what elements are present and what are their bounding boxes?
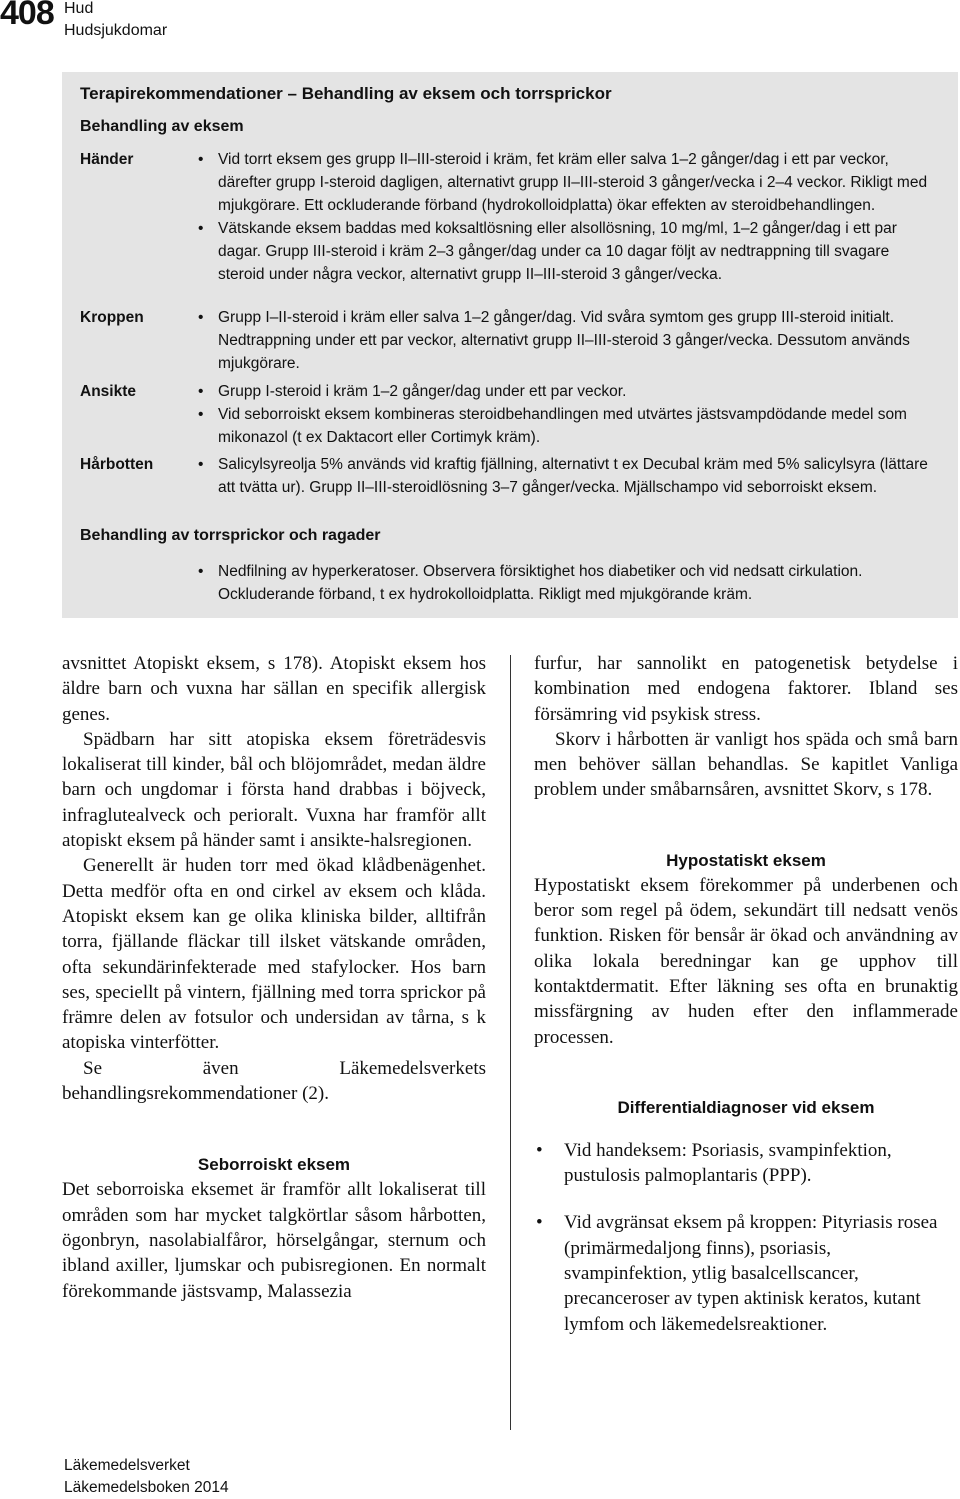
running-header	[64, 0, 167, 42]
therapy-recommendation-box	[62, 72, 958, 618]
paragraph: Skorv i hårbotten är vanligt hos späda och små barn men behöver sällan behandlas. Se kapitlet Vanliga problem under småbarnsåren, avsnittet Skorv, s 178.	[534, 728, 958, 801]
left-column	[62, 651, 486, 1304]
list-item: • Salicylsyreolja 5% används vid kraftig fjällning, alternativt t ex Decubal kräm med 5% salicylsyra (lättare att tvätta ur). Grupp II–III-steroidlösning 3–7 gånger/vecka. Mjällschampo vid seborroiskt eksem.	[196, 453, 936, 499]
footer-book: Läkemedelsboken 2014	[64, 1479, 229, 1496]
chapter-title: Hud	[64, 0, 94, 17]
paragraph: Spädbarn har sitt atopiska eksem företrädesvis lokaliserat till kinder, bål och blöjområdet, medan äldre barn och ungdomar i första hand drabbas i böjveck, infraglutealveck och perioralt. Vuxna har framför allt atopiskt eksem på händer samt i ansikte-halsregionen.	[62, 728, 486, 852]
list-item: • Vid handeksem: Psoriasis, svampinfektion, pustulosis palmoplantaris (PPP).	[534, 1138, 958, 1189]
row-label-face: Ansikte	[80, 383, 136, 400]
column-divider	[510, 655, 511, 1430]
right-column	[534, 651, 958, 1337]
heading-differential: Differentialdiagnoser vid eksem	[617, 1097, 875, 1117]
section-heading-eczema: Behandling av eksem	[80, 118, 244, 135]
list-item: • Grupp I-steroid i kräm 1–2 gånger/dag under ett par veckor.	[196, 380, 936, 403]
list-item: • Nedfilning av hyperkeratoser. Observera försiktighet hos diabetiker och vid nedsatt cirkulation. Ockluderande förband, t ex hydrokolloidplatta. Rikligt med mjukgörande kräm.	[196, 560, 936, 606]
list-item: • Grupp I–II-steroid i kräm eller salva 1–2 gånger/dag. Vid svåra symtom ges grupp III-steroid initialt. Nedtrappning under ett par veckor, alternativt grupp II–III-steroid 3 gånger/vecka. Dessutom används mjukgörare.	[196, 306, 936, 375]
paragraph: Se även Läkemedelsverkets behandlingsrekommendationer (2).	[62, 1057, 486, 1105]
hands-list	[196, 148, 936, 286]
fissures-list	[196, 560, 936, 606]
differential-list	[534, 1138, 958, 1337]
face-list	[196, 380, 936, 449]
footer	[64, 1455, 229, 1499]
paragraph: Generellt är huden torr med ökad klådbenägenhet. Detta medför ofta en ond cirkel av eksem och klåda. Atopiskt eksem kan ge olika kliniska bilder, alltifrån torra, fjällande fläckar till ilsket vätskande områden, ofta sekundärinfekterade med stafylocker. Hos barn ses, speciellt på vintern, fjällning med torra sprickor på främre delen av fotsulor och undersidan av tårna, s k atopiska vinterfötter.	[62, 855, 486, 1054]
paragraph: avsnittet Atopiskt eksem, s 178). Atopiskt eksem hos äldre barn och vuxna har sällan en specifik allergisk genes.	[62, 653, 486, 725]
list-item: • Vätskande eksem baddas med koksaltlösning eller alsollösning, 10 mg/ml, 1–2 gånger/dag i ett par dagar. Grupp III-steroid i kräm 2–3 gånger/dag under ca 10 dagar följt av nedtrappning till svagare steroid under några veckor, alternativt grupp II–III-steroid 3 gånger/vecka.	[196, 217, 936, 286]
subchapter-title: Hudsjukdomar	[64, 22, 168, 39]
scalp-list	[196, 453, 936, 499]
footer-publisher: Läkemedelsverket	[64, 1457, 190, 1474]
list-item: • Vid avgränsat eksem på kroppen: Pityriasis rosea (primärmedaljong finns), psoriasis, svampinfektion, ytlig basalcellscancer, precanceroser av typen aktinisk keratos, kutant lymfom och läkemedelsreaktioner.	[534, 1210, 958, 1336]
paragraph: Det seborroiska eksemet är framför allt lokaliserat till områden som har mycket talgkörtlar såsom hårbotten, ögonbryn, nasolabialfåror, hörselgångar, sternum och ibland axiller, ljumskar och pubisregionen. En normalt förekommande jästsvamp, Malassezia	[62, 1179, 486, 1302]
row-label-hands: Händer	[80, 151, 134, 168]
box-title: Terapirekommendationer – Behandling av eksem och torrsprickor	[80, 84, 612, 103]
section-heading-fissures: Behandling av torrsprickor och ragader	[80, 527, 381, 544]
row-label-body: Kroppen	[80, 309, 144, 326]
body-list	[196, 306, 936, 375]
row-label-scalp: Hårbotten	[80, 456, 154, 473]
list-item: • Vid seborroiskt eksem kombineras steroidbehandlingen med utvärtes jästsvampdödande medel som mikonazol (t ex Daktacort eller Cortimyk kräm).	[196, 403, 936, 449]
list-item: • Vid torrt eksem ges grupp II–III-steroid i kräm, fet kräm eller salva 1–2 gånger/dag i ett par veckor, därefter grupp I-steroid dagligen, alternativt grupp II–III-steroid 3 gånger/vecka i 2–4 veckor. Rikligt med mjukgörare. Ett ockluderande förband (hydrokolloidplatta) ökar effekten av steroidbehandlingen.	[196, 148, 936, 217]
paragraph: Hypostatiskt eksem förekommer på underbenen och beror som regel på ödem, sekundärt till nedsatt venös funktion. Risken för bensår är ökad och användning av olika lokala beredningar kan ge upphov till kontaktdermatit. Efter läkning ses ofta en brunaktig missfärgning av huden efter den inflammerade processen.	[534, 874, 958, 1048]
heading-seborrheic: Seborroiskt eksem	[197, 1155, 351, 1175]
heading-hypostatic: Hypostatiskt eksem	[666, 850, 826, 870]
page-number: 408	[0, 0, 54, 32]
paragraph: furfur, har sannolikt en patogenetisk betydelse i kombination med endogena faktorer. Ibland ses försämring vid psykisk stress.	[534, 653, 958, 725]
